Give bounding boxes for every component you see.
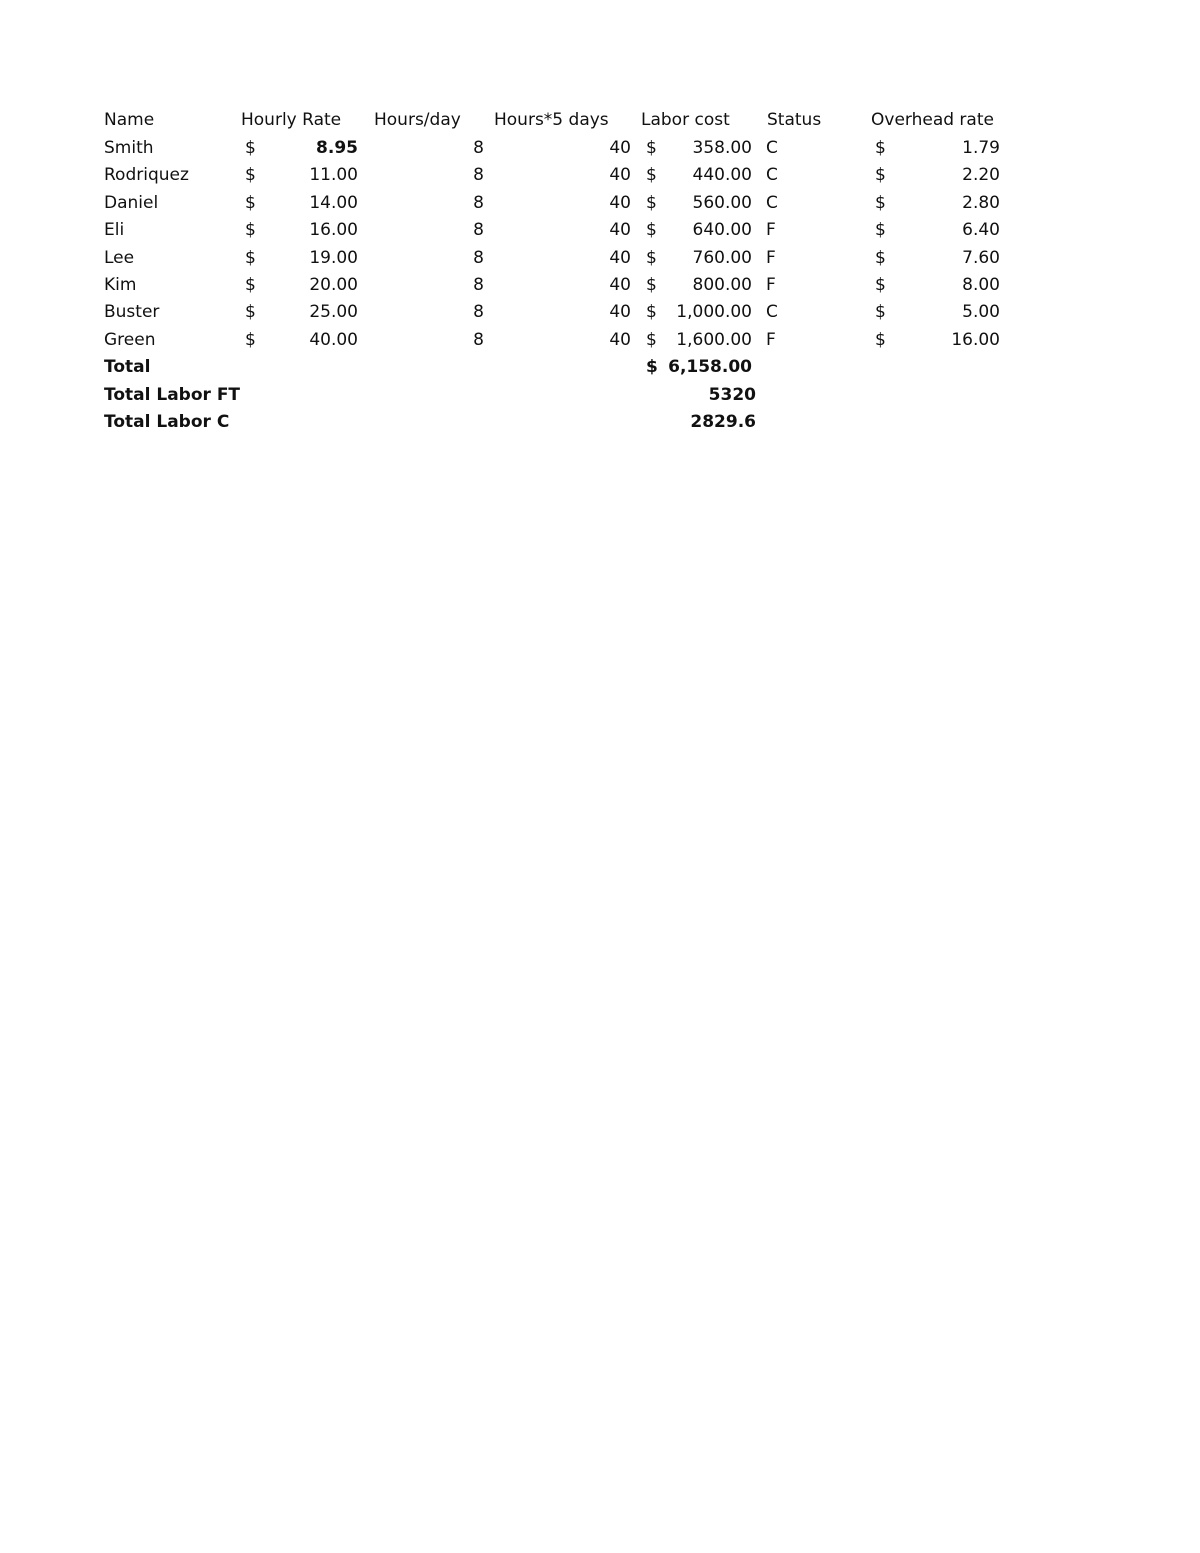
cell-currency: $ xyxy=(875,330,886,350)
cell-labor-cost: 440.00 xyxy=(692,165,752,185)
cell-labor-cost: 560.00 xyxy=(692,193,752,213)
cell-labor-cost: 1,000.00 xyxy=(676,302,752,322)
cell-labor-cost: 358.00 xyxy=(692,138,752,158)
total-labor-ft-row xyxy=(0,382,1200,409)
cell-currency: $ xyxy=(646,248,657,268)
cell-hours-per-day: 8 xyxy=(473,138,484,158)
header-labor-cost: Labor cost xyxy=(641,110,730,130)
cell-currency: $ xyxy=(875,193,886,213)
cell-currency: $ xyxy=(646,330,657,350)
cell-status: C xyxy=(766,165,778,185)
cell-currency: $ xyxy=(245,165,256,185)
cell-name: Lee xyxy=(104,248,135,268)
cell-currency: $ xyxy=(245,302,256,322)
cell-currency: $ xyxy=(646,220,657,240)
cell-currency: $ xyxy=(646,138,657,158)
total-labor-c-value: 2829.6 xyxy=(690,412,756,432)
cell-overhead-rate: 6.40 xyxy=(962,220,1000,240)
cell-hours-5-days: 40 xyxy=(609,302,631,322)
cell-hourly-rate: 11.00 xyxy=(309,165,358,185)
table-row xyxy=(0,272,1200,299)
header-hours-5-days: Hours*5 days xyxy=(494,110,609,130)
total-labor-cost: 6,158.00 xyxy=(668,357,752,377)
cell-hourly-rate: 40.00 xyxy=(309,330,358,350)
table-row xyxy=(0,299,1200,326)
cell-name: Green xyxy=(104,330,156,350)
cell-name: Smith xyxy=(104,138,154,158)
cell-labor-cost: 1,600.00 xyxy=(676,330,752,350)
cell-name: Daniel xyxy=(104,193,159,213)
header-status: Status xyxy=(767,110,822,130)
cell-hourly-rate: 16.00 xyxy=(309,220,358,240)
cell-hourly-rate: 25.00 xyxy=(309,302,358,322)
cell-overhead-rate: 5.00 xyxy=(962,302,1000,322)
table-row xyxy=(0,135,1200,162)
cell-hours-per-day: 8 xyxy=(473,302,484,322)
header-hours-per-day: Hours/day xyxy=(374,110,461,130)
cell-status: C xyxy=(766,302,778,322)
cell-status: F xyxy=(766,248,776,268)
cell-currency: $ xyxy=(245,193,256,213)
header-overhead-rate: Overhead rate xyxy=(871,110,994,130)
table-row xyxy=(0,190,1200,217)
cell-hours-5-days: 40 xyxy=(609,220,631,240)
cell-status: F xyxy=(766,275,776,295)
cell-overhead-rate: 1.79 xyxy=(962,138,1000,158)
cell-hours-per-day: 8 xyxy=(473,220,484,240)
cell-currency: $ xyxy=(646,275,657,295)
cell-status: F xyxy=(766,220,776,240)
cell-hours-per-day: 8 xyxy=(473,275,484,295)
total-row xyxy=(0,354,1200,381)
cell-hours-5-days: 40 xyxy=(609,165,631,185)
cell-hours-5-days: 40 xyxy=(609,193,631,213)
cell-name: Buster xyxy=(104,302,160,322)
cell-hours-5-days: 40 xyxy=(609,330,631,350)
cell-currency: $ xyxy=(875,275,886,295)
cell-name: Eli xyxy=(104,220,125,240)
cell-currency: $ xyxy=(245,330,256,350)
cell-currency: $ xyxy=(875,138,886,158)
cell-currency: $ xyxy=(245,248,256,268)
cell-status: F xyxy=(766,330,776,350)
cell-currency: $ xyxy=(245,220,256,240)
cell-currency: $ xyxy=(875,302,886,322)
cell-currency: $ xyxy=(875,220,886,240)
total-labor-c-row xyxy=(0,409,1200,436)
cell-status: C xyxy=(766,193,778,213)
cell-hours-per-day: 8 xyxy=(473,248,484,268)
cell-overhead-rate: 16.00 xyxy=(951,330,1000,350)
cell-labor-cost: 640.00 xyxy=(692,220,752,240)
cell-hours-per-day: 8 xyxy=(473,165,484,185)
cell-currency: $ xyxy=(875,165,886,185)
cell-name: Rodriquez xyxy=(104,165,189,185)
cell-hours-per-day: 8 xyxy=(473,193,484,213)
table-row xyxy=(0,327,1200,354)
total-labor-ft-value: 5320 xyxy=(708,385,756,405)
cell-hourly-rate: 8.95 xyxy=(316,138,358,158)
cell-currency: $ xyxy=(245,138,256,158)
table-row xyxy=(0,217,1200,244)
table-row xyxy=(0,162,1200,189)
cell-overhead-rate: 8.00 xyxy=(962,275,1000,295)
cell-hours-5-days: 40 xyxy=(609,138,631,158)
cell-labor-cost: 760.00 xyxy=(692,248,752,268)
total-label: Total xyxy=(104,357,151,377)
header-hourly-rate: Hourly Rate xyxy=(241,110,342,130)
total-currency: $ xyxy=(646,357,658,377)
header-name: Name xyxy=(104,110,155,130)
cell-overhead-rate: 2.20 xyxy=(962,165,1000,185)
header-row xyxy=(0,107,1200,134)
cell-labor-cost: 800.00 xyxy=(692,275,752,295)
cell-currency: $ xyxy=(245,275,256,295)
cell-hourly-rate: 14.00 xyxy=(309,193,358,213)
total-labor-c-label: Total Labor C xyxy=(104,412,230,432)
cell-name: Kim xyxy=(104,275,137,295)
cell-currency: $ xyxy=(646,193,657,213)
total-labor-ft-label: Total Labor FT xyxy=(104,385,241,405)
cell-currency: $ xyxy=(646,165,657,185)
cell-hours-5-days: 40 xyxy=(609,275,631,295)
cell-status: C xyxy=(766,138,778,158)
cell-overhead-rate: 2.80 xyxy=(962,193,1000,213)
cell-hours-5-days: 40 xyxy=(609,248,631,268)
cell-hours-per-day: 8 xyxy=(473,330,484,350)
cell-hourly-rate: 20.00 xyxy=(309,275,358,295)
cell-overhead-rate: 7.60 xyxy=(962,248,1000,268)
cell-currency: $ xyxy=(875,248,886,268)
cell-currency: $ xyxy=(646,302,657,322)
cell-hourly-rate: 19.00 xyxy=(309,248,358,268)
table-row xyxy=(0,245,1200,272)
